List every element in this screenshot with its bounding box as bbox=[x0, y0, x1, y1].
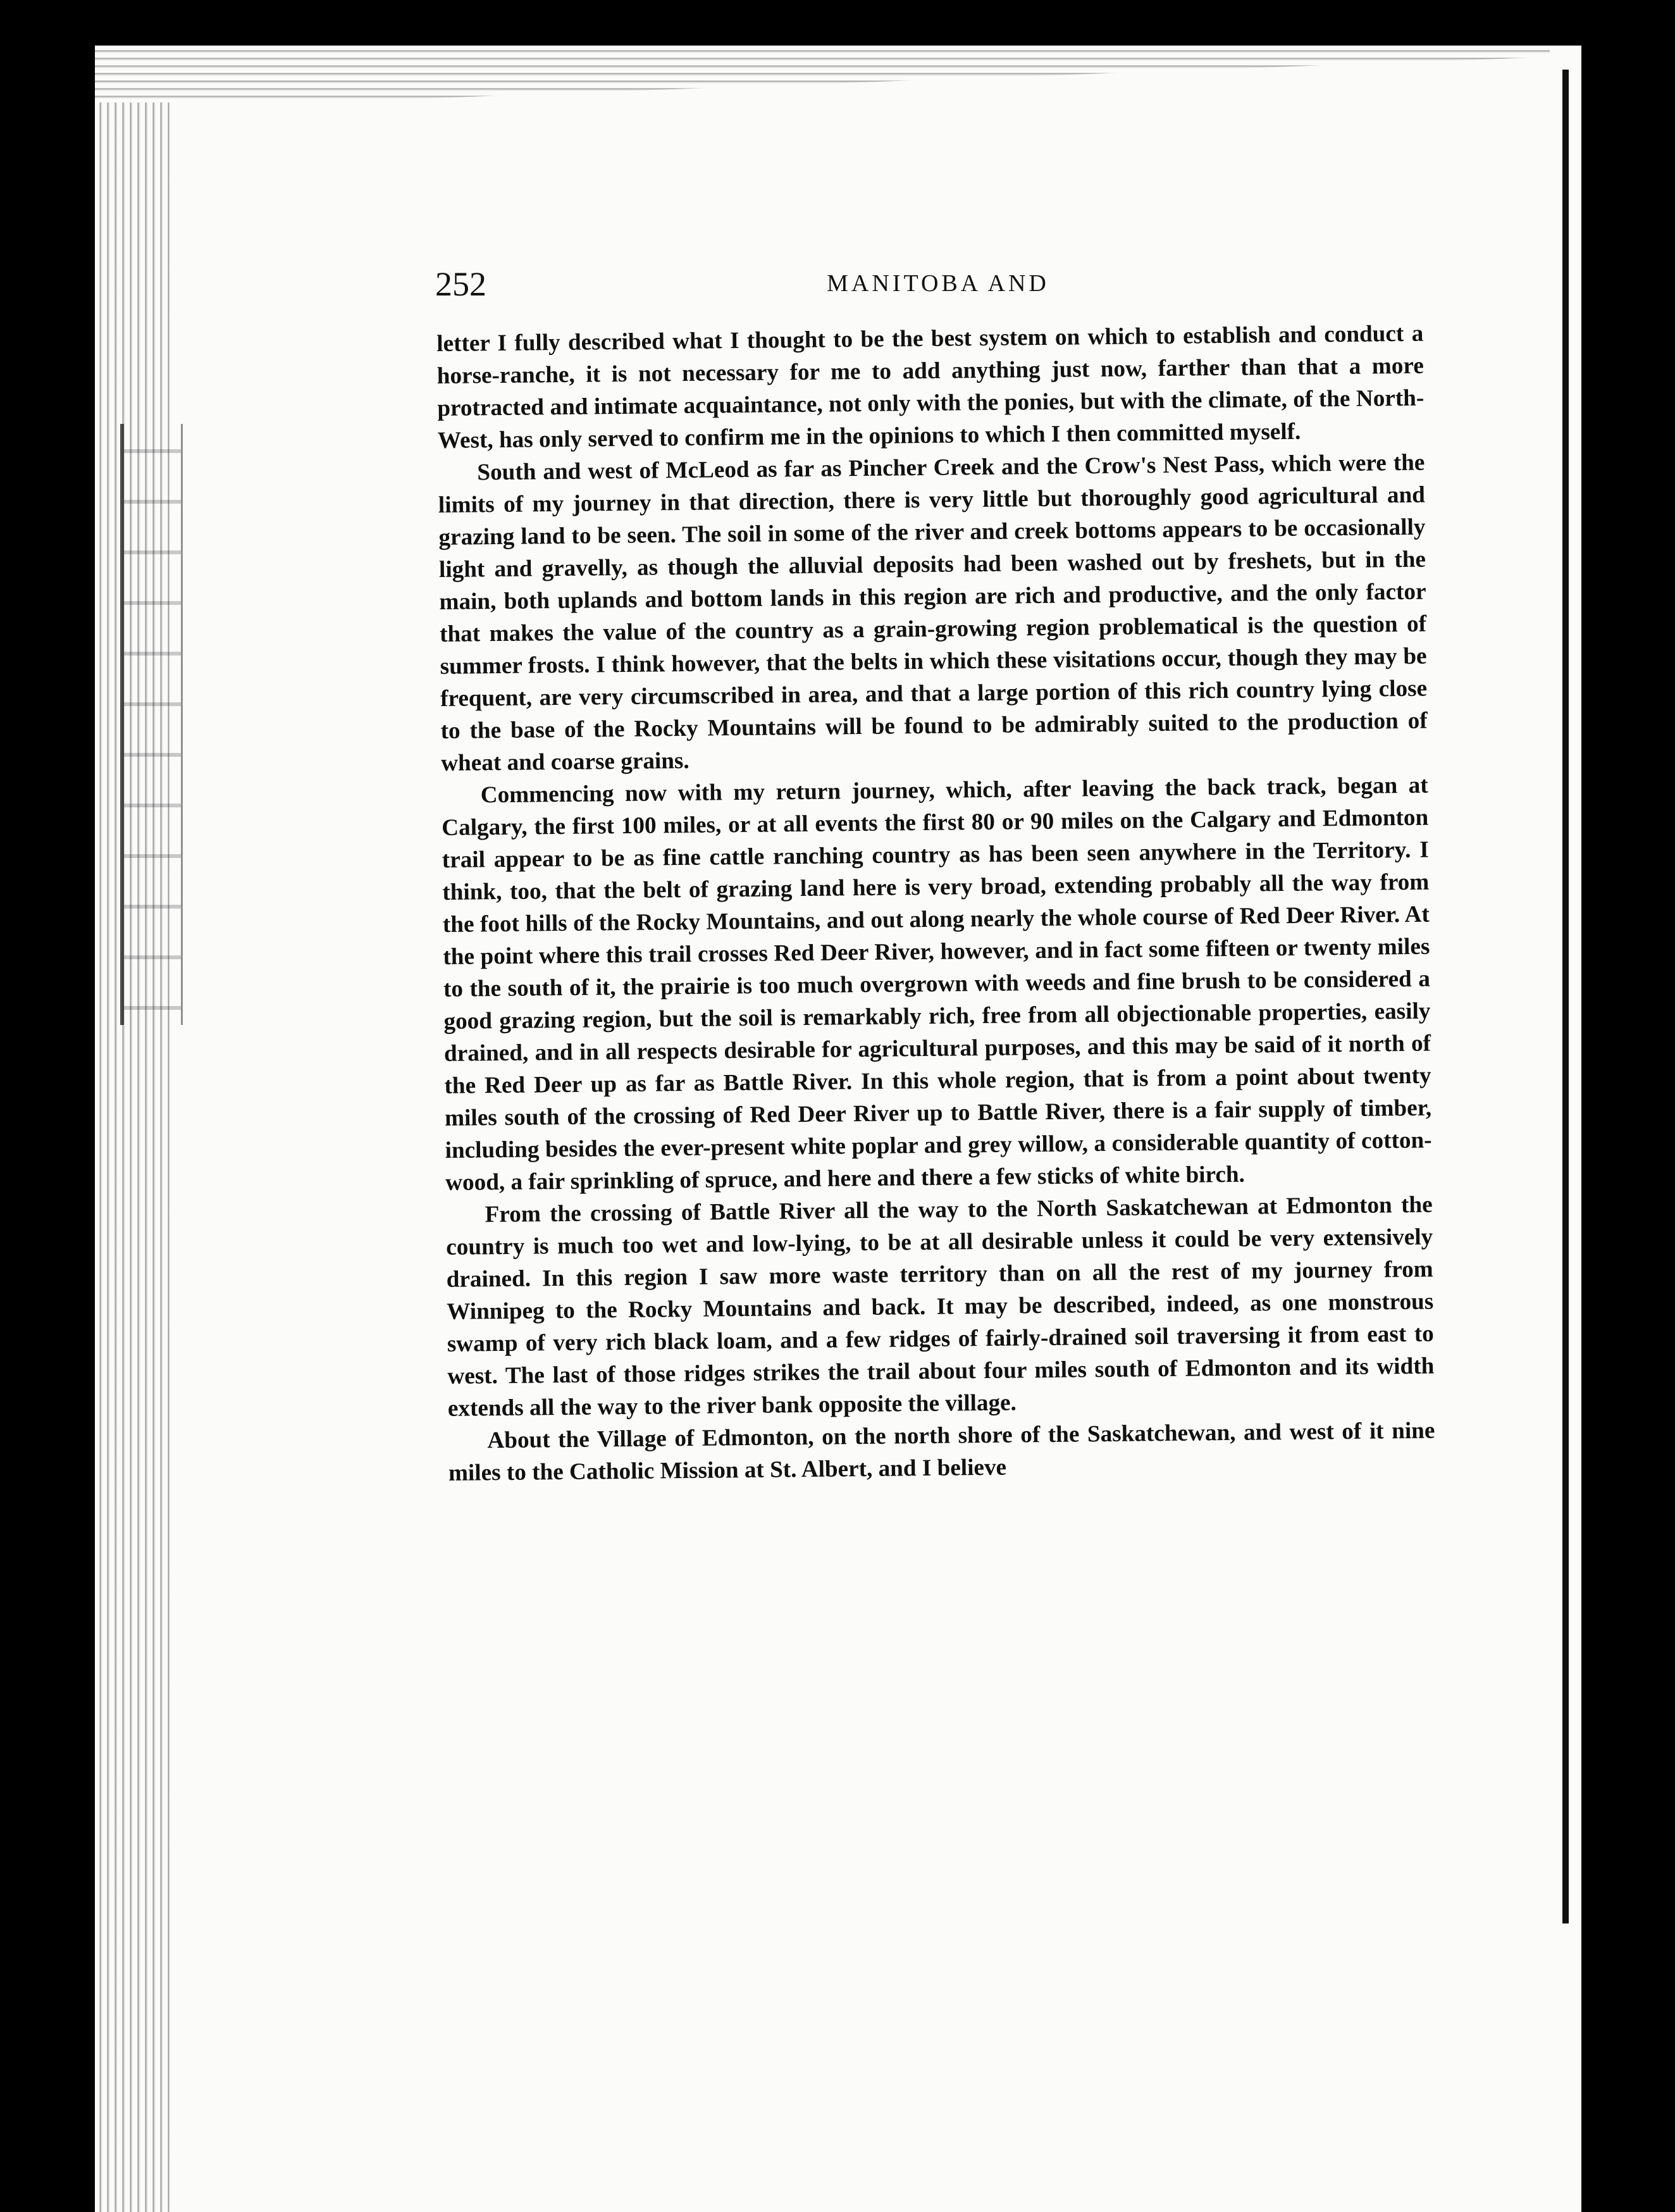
paragraph: About the Village of Edmonton, on the north shore of the Saskatchewan, and west of it nine miles to the Catholic Mission at St. Albert, and I believe bbox=[448, 1417, 1435, 1486]
paragraph: From the crossing of Battle River all the way to the North Saskatchewan at Edmonton the country is much too wet and low-lying, to be at all desirable unless it could be very extensively drained. In this region I saw more waste territory than on all the rest of my journey from Winnipeg to the Rocky Mountains and back. It may be described, indeed, as one monstrous swamp of very rich black loam, and a few ridges of fairly-drained soil traversing it from east to west. The last of those ridges strikes the trail about four miles south of Edmonton and its width extends all the way to the river bank opposite the village. bbox=[446, 1191, 1435, 1422]
library-stamp bbox=[120, 424, 183, 1025]
gutter-shadow-line bbox=[1562, 70, 1569, 1923]
body-text bbox=[436, 318, 1435, 1489]
gutter-margin bbox=[1569, 46, 1581, 2212]
paragraph: South and west of McLeod as far as Pincher Creek and the Crow's Nest Pass, which were the limits of my journey in that direction, there is very little but thoroughly good agricultural and grazing land to be seen. The soil in some of the river and creek bottoms appears to be occasionally light and gravelly, as though the alluvial deposits had been washed out by freshets, but in the main, both uplands and bottom lands in this region are rich and productive, and the only factor that makes the value of the country as a grain-growing region problematical is the question of summer frosts. I think however, that the belts in which these visitations occur, though they may be frequent, are very circumscribed in area, and that a large portion of this rich country lying close to the base of the Rocky Mountains will be found to be admirably suited to the production of wheat and coarse grains. bbox=[438, 449, 1428, 776]
paragraph: letter I fully described what I thought to be the best system on which to establish and conduct a horse-ranche, it is not necessary for me to add anything just now, farther than that a more protracted and intimate acquaintance, not only with the ponies, but with the climate, of the North-West, has only served to confirm me in the opinions to which I then committed myself. bbox=[436, 320, 1425, 454]
paragraph: Commencing now with my return journey, which, after leaving the back track, began at Calgary, the first 100 miles, or at all events the first 80 or 90 miles on the Calgary and Edmonton trail appear to be as fine cattle ranching country as has been seen anywhere in the Territory. I think, too, that the belt of grazing land here is very broad, extending probably all the way from the foot hills of the Rocky Mountains, and out along nearly the whole course of Red Deer River. At the point where this trail crosses Red Deer River, however, and in fact some fifteen or twenty miles to the south of it, the prairie is too much overgrown with weeds and fine brush to be considered a good grazing region, but the soil is remarkably rich, free from all objectionable properties, easily drained, and in all respects desirable for agricultural purposes, and this may be said of it north of the Red Deer up as far as Battle River. In this whole region, that is from a point about twenty miles south of the crossing of Red Deer River up to Battle River, there is a fair supply of timber, including besides the ever-present white poplar and grey willow, a considerable quantity of cotton-wood, a fair sprinkling of spruce, and here and there a few sticks of white birch. bbox=[442, 772, 1432, 1196]
book-page-edges bbox=[95, 46, 170, 2212]
running-title: MANITOBA AND bbox=[827, 270, 1049, 297]
running-head bbox=[435, 264, 1441, 309]
page-number: 252 bbox=[435, 265, 486, 303]
